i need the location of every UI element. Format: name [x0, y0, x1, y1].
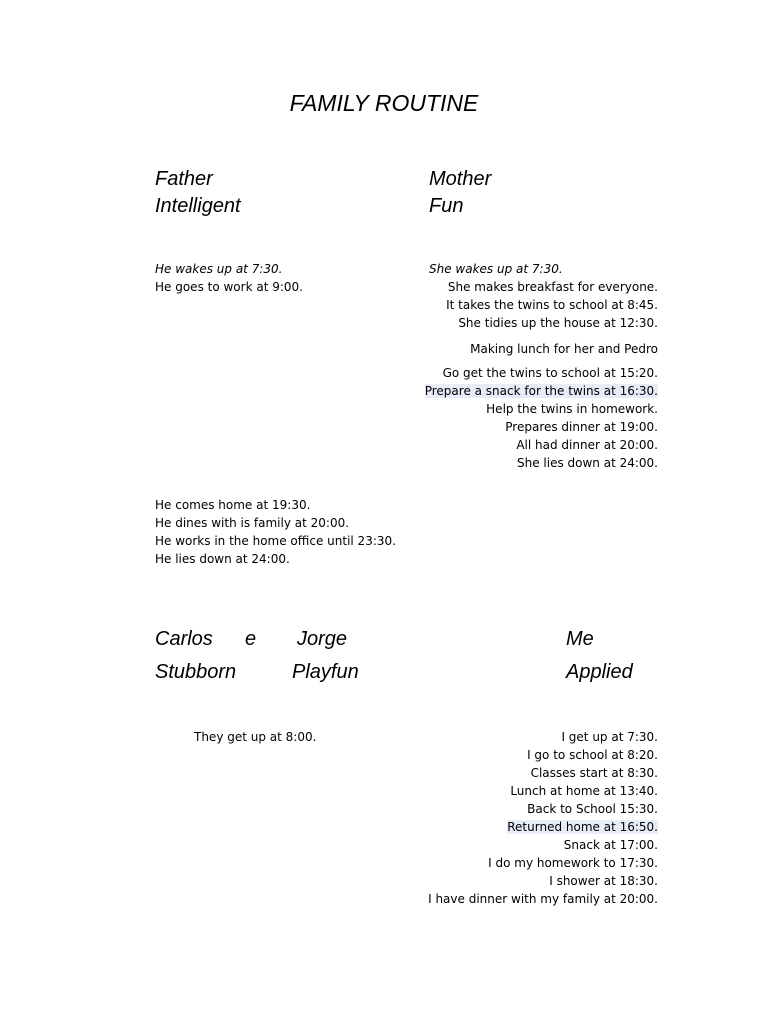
me-line: Lunch at home at 13:40. [510, 784, 658, 798]
me-line: I get up at 7:30. [561, 730, 658, 744]
father-line: He works in the home office until 23:30. [155, 534, 396, 548]
twin-trait-stubborn: Stubborn [155, 661, 237, 683]
me-line: Classes start at 8:30. [530, 766, 658, 780]
me-line: I go to school at 8:20. [527, 748, 658, 762]
mother-line: It takes the twins to school at 8:45. [446, 298, 658, 312]
father-line: He comes home at 19:30. [155, 498, 311, 512]
mother-line: She lies down at 24:00. [517, 456, 658, 470]
father-line: He goes to work at 9:00. [155, 280, 303, 294]
father-routine-morning [155, 260, 303, 296]
me-routine [428, 728, 658, 908]
mother-lunch-line [470, 340, 658, 358]
me-line: I shower at 18:30. [549, 874, 658, 888]
father-line: He wakes up at 7:30. [155, 262, 283, 276]
me-line: Snack at 17:00. [563, 838, 658, 852]
twins-routine-line: They get up at 8:00. [194, 730, 317, 744]
mother-name: Mother [429, 168, 492, 190]
me-name: Me [566, 628, 594, 650]
mother-line: She tidies up the house at 12:30. [458, 316, 658, 330]
father-line: He lies down at 24:00. [155, 552, 290, 566]
mother-routine-afternoon [425, 364, 658, 472]
mother-line: Making lunch for her and Pedro [470, 342, 658, 356]
twin-name-jorge: Jorge [297, 628, 348, 650]
mother-line: All had dinner at 20:00. [516, 438, 658, 452]
father-line: He dines with is family at 20:00. [155, 516, 350, 530]
mother-wake-line [429, 260, 563, 278]
me-line: I do my homework to 17:30. [488, 856, 658, 870]
mother-header [429, 166, 491, 220]
mother-line: She makes breakfast for everyone. [447, 280, 658, 294]
twin-name-carlos: Carlos [155, 628, 213, 650]
me-trait: Applied [566, 661, 633, 683]
page-title: FAMILY ROUTINE [289, 90, 479, 116]
twins-connector: e [245, 628, 257, 650]
mother-wake-text: She wakes up at 7:30. [429, 262, 563, 276]
father-header [155, 166, 241, 220]
twin-trait-playfun: Playfun [292, 661, 359, 683]
me-line: I have dinner with my family at 20:00. [428, 892, 658, 906]
mother-trait: Fun [429, 195, 464, 217]
mother-line: Help the twins in homework. [486, 402, 658, 416]
mother-line: Prepares dinner at 19:00. [505, 420, 658, 434]
me-line-highlighted: Returned home at 16:50. [507, 820, 658, 834]
mother-routine-morning [446, 278, 658, 332]
father-routine-evening [155, 496, 396, 568]
mother-line-highlighted: Prepare a snack for the twins at 16:30. [424, 384, 658, 398]
father-trait: Intelligent [155, 195, 241, 217]
me-line: Back to School 15:30. [527, 802, 658, 816]
mother-line: Go get the twins to school at 15:20. [442, 366, 658, 380]
father-name: Father [155, 168, 213, 190]
